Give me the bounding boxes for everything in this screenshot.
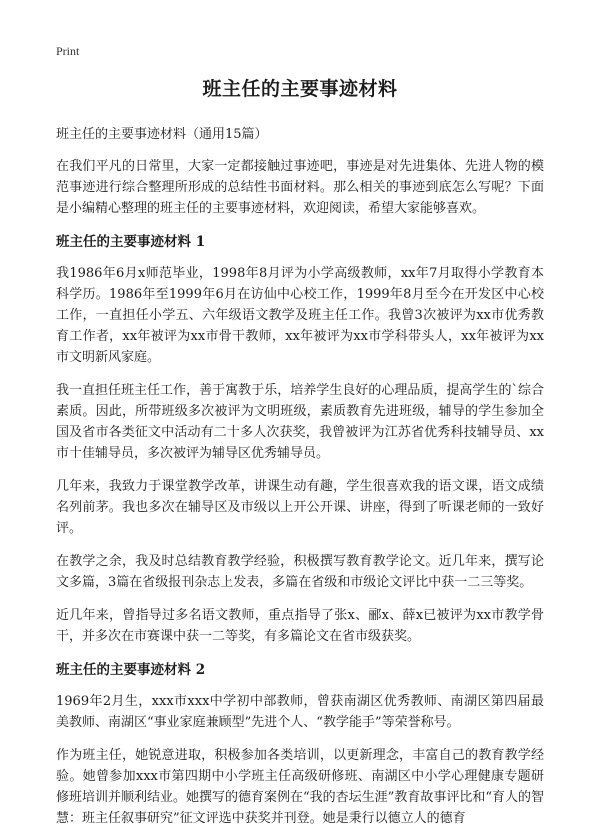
- section-heading: 班主任的主要事迹材料 2: [56, 662, 206, 678]
- section-paragraph: 1969年2月生，xxx市xxx中学初中部教师，曾获南湖区优秀教师、南湖区第四届最美教师、南湖区“事业家庭兼顾型”先进个人、“教学能手”等荣誉称号。: [56, 694, 544, 730]
- document-subtitle: 班主任的主要事迹材料（通用15篇）: [56, 127, 268, 142]
- section-paragraph: 我一直担任班主任工作，善于寓教于乐，培养学生良好的心理品质，提高学生的`综合素质。因此，所带班级多次被评为文明班级，素质教育先进班级，辅导的学生参加全国及省市各类征文中活动有二十多人次获奖，我曾被评为江苏省优秀科技辅导员、xx市十佳辅导员，多次被评为辅导区优秀辅导员。: [56, 383, 544, 461]
- intro-paragraph: 在我们平凡的日常里，大家一定都接触过事迹吧，事迹是对先进集体、先进人物的模范事迹进行综合整理所形成的总结性书面材料。那么相关的事迹到底怎么写呢？下面是小编精心整理的班主任的主要事迹材料，欢迎阅读，希望大家能够喜欢。: [56, 159, 544, 216]
- section-paragraph: 近几年来，曾指导过多名语文教师，重点指导了张x、郦x、薛x已被评为xx市教学骨干，并多次在市赛课中获一二等奖，有多篇论文在省市级获奖。: [56, 608, 544, 644]
- section-1: [56, 231, 544, 647]
- section-paragraph: 在教学之余，我及时总结教育教学经验，积极撰写教育教学论文。近几年来，撰写论文多篇，3篇在省级报刊杂志上发表，多篇在省级和市级论文评比中获一二三等奖。: [56, 554, 544, 590]
- section-paragraph: 作为班主任，她锐意进取，积极参加各类培训，以更新理念，丰富自己的教育教学经验。她曾参加xxx市第四期中小学班主任高级研修班、南湖区中小学心理健康专题研修班培训并顺利结业。她撰写的德育案例在“我的杏坛生涯”教育故事评比和“育人的智慧：班主任叙事研究”征文评选中获奖并刊登。她是秉行以德立人的德育: [56, 748, 544, 826]
- section-heading: 班主任的主要事迹材料 1: [56, 234, 206, 250]
- section-paragraph: 我1986年6月x师范毕业，1998年8月评为小学高级教师，xx年7月取得小学教育本科学历。1986年至1999年6月在访仙中心校工作，1999年8月至今在开发区中心校工作，一直担任小学五、六年级语文教学及班主任工作。我曾3次被评为xx市优秀教育工作者，xx年被评为xx市骨干教师，xx年被评为xx市学科带头人，xx年被评为xx市文明新风家庭。: [56, 266, 544, 365]
- section-paragraph: 几年来，我致力于课堂教学改革，讲课生动有趣，学生很喜欢我的语文课，语文成绩名列前茅。我也多次在辅导区及市级以上开公开课、讲座，得到了听课老师的一致好评。: [56, 479, 544, 536]
- section-2: [56, 659, 544, 828]
- page-title: 班主任的主要事迹材料: [202, 78, 398, 100]
- print-link[interactable]: Print: [56, 44, 80, 58]
